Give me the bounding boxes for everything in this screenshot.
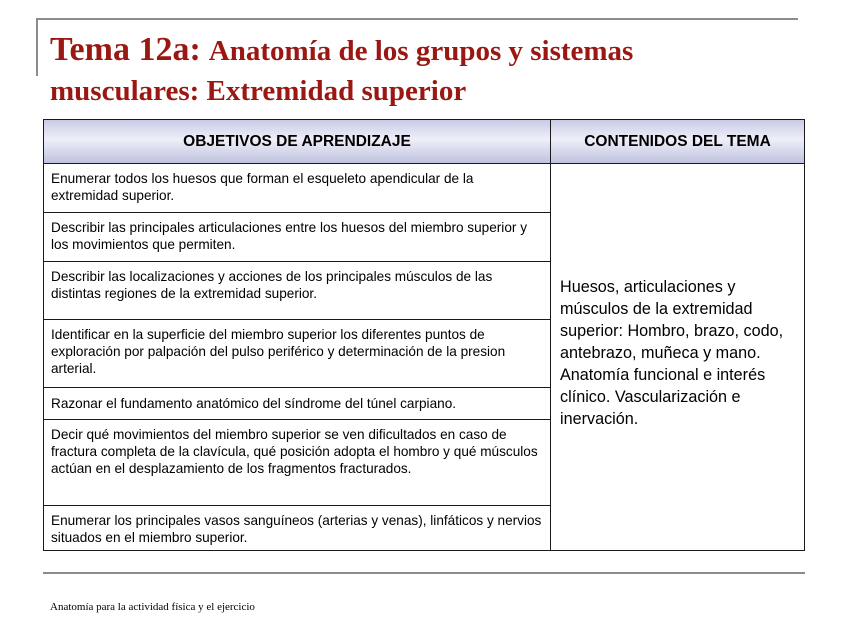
objective-row: Enumerar todos los huesos que forman el esqueleto apendicular de la extremidad superior. <box>44 164 550 213</box>
objective-row: Describir las localizaciones y acciones de los principales músculos de las distintas regiones de la extremidad superior. <box>44 262 550 320</box>
objective-row: Razonar el fundamento anatómico del síndrome del túnel carpiano. <box>44 388 550 420</box>
title-prefix: Tema 12a: <box>50 31 201 68</box>
left-divider-line <box>36 18 38 76</box>
objective-row: Identificar en la superficie del miembro superior los diferentes puntos de exploración por palpación del pulso periférico y determinación de la presion arterial. <box>44 320 550 388</box>
title-text: Anatomía de los grupos y sistemas musculares: Extremidad superior <box>50 35 634 107</box>
top-divider-line <box>36 18 798 20</box>
header-objectives: OBJETIVOS DE APRENDIZAJE <box>44 120 551 164</box>
objective-row: Describir las principales articulaciones entre los huesos del miembro superior y los movimientos que permiten. <box>44 213 550 262</box>
contents-cell <box>551 164 804 551</box>
objective-row: Enumerar los principales vasos sanguíneos (arterias y venas), linfáticos y nervios situados en el miembro superior. <box>51 513 542 545</box>
slide-title <box>50 30 770 110</box>
objective-row: Decir qué movimientos del miembro superior se ven dificultados en caso de fractura completa de la clavícula, qué posición adopta el hombro y qué músculos actúan en el desplazamiento de los fragmentos fracturados. <box>44 420 550 506</box>
objectives-table <box>43 119 805 551</box>
footer-text: Anatomía para la actividad física y el ejercicio <box>50 601 255 613</box>
bottom-divider-line <box>43 572 805 574</box>
contents-text: Huesos, articulaciones y músculos de la extremidad superior: Hombro, brazo, codo, antebrazo, muñeca y mano. Anatomía funcional e interés clínico. Vascularización e inervación. <box>560 277 784 428</box>
header-contents: CONTENIDOS DEL TEMA <box>551 120 804 164</box>
objectives-column <box>44 164 551 551</box>
